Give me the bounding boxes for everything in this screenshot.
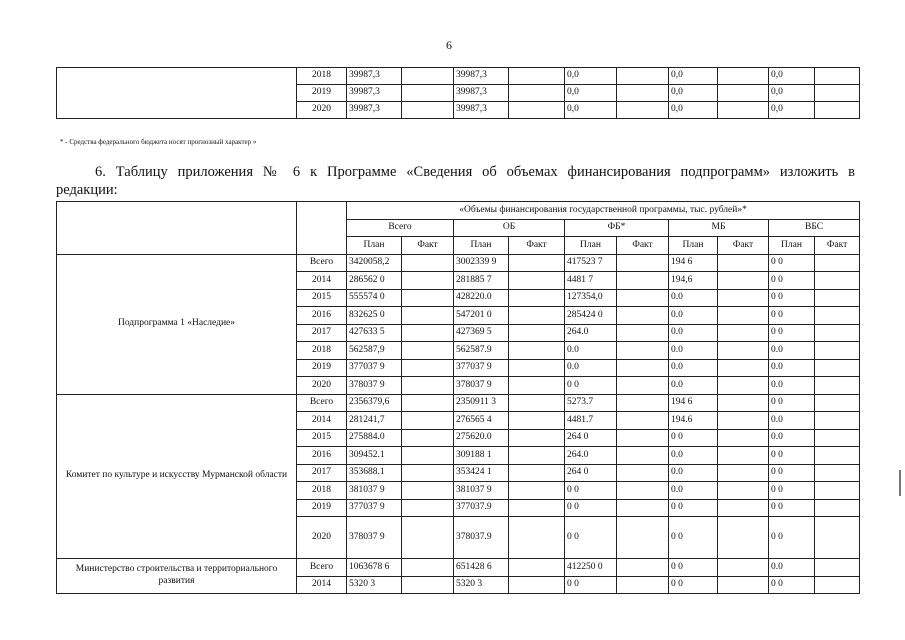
table-cell: [402, 447, 454, 465]
table-cell: [815, 429, 860, 447]
financing-table: [56, 201, 860, 594]
table-cell: 264 0: [565, 429, 617, 447]
table-cell: [509, 307, 565, 325]
table-cell: 39987,3: [454, 68, 509, 85]
table-cell: [402, 464, 454, 482]
table-cell: 0 0: [769, 254, 815, 272]
table-cell: 2018: [297, 482, 347, 500]
table-cell: 0,0: [565, 85, 617, 102]
table-cell: [509, 324, 565, 342]
table-cell: 5320 3: [454, 576, 509, 594]
table-cell: 2020: [297, 102, 347, 119]
instruction-heading-continued: редакции:: [56, 182, 118, 198]
table-cell: 264.0: [565, 447, 617, 465]
table-cell: 281885 7: [454, 272, 509, 290]
table-cell: [402, 68, 454, 85]
table-cell: 3002339 9: [454, 254, 509, 272]
table-cell: [815, 499, 860, 517]
table-cell: 2016: [297, 447, 347, 465]
table-cell: 377037 9: [454, 359, 509, 377]
table-cell: [402, 559, 454, 577]
table-cell: 1063678 6: [347, 559, 402, 577]
table-cell: [718, 254, 769, 272]
table-cell: [402, 499, 454, 517]
table-cell: 39987,3: [454, 85, 509, 102]
table-cell: [509, 377, 565, 395]
table-cell: 417523 7: [565, 254, 617, 272]
section-name: Комитет по культуре и искусству Мурманской области: [57, 394, 297, 559]
table-cell: 264 0: [565, 464, 617, 482]
table-cell: 0.0: [769, 412, 815, 430]
table-cell: [815, 307, 860, 325]
table-cell: Всего: [297, 559, 347, 577]
table-cell: [815, 447, 860, 465]
row-blank-name: [57, 68, 297, 119]
table-cell: 0.0: [769, 342, 815, 360]
table-cell: 377037.9: [454, 499, 509, 517]
table-cell: 2014: [297, 272, 347, 290]
table-cell: [509, 342, 565, 360]
table-cell: 0 0: [669, 559, 718, 577]
subheader-cell: План: [565, 237, 617, 255]
group-header: ВБС: [769, 219, 860, 237]
table-cell: [617, 429, 669, 447]
table-row: [57, 68, 860, 85]
table-cell: 0.0: [669, 289, 718, 307]
table-cell: 0.0: [565, 359, 617, 377]
table-cell: 5320 3: [347, 576, 402, 594]
table-cell: 194.6: [669, 412, 718, 430]
table-cell: 2020: [297, 517, 347, 559]
table-cell: Всего: [297, 394, 347, 412]
table-cell: 39987,3: [347, 102, 402, 119]
table-cell: [509, 272, 565, 290]
table-cell: [815, 254, 860, 272]
table-cell: 39987,3: [454, 102, 509, 119]
table-cell: [402, 102, 454, 119]
table-cell: 264.0: [565, 324, 617, 342]
table-cell: [617, 307, 669, 325]
table-cell: [402, 254, 454, 272]
table-cell: [718, 464, 769, 482]
table-cell: [509, 254, 565, 272]
table-cell: 2017: [297, 464, 347, 482]
table-cell: 2018: [297, 342, 347, 360]
table-cell: [509, 68, 565, 85]
table-cell: 285424 0: [565, 307, 617, 325]
group-header: ОБ: [454, 219, 565, 237]
table-cell: [509, 576, 565, 594]
table-cell: [509, 499, 565, 517]
table-cell: 378037.9: [454, 517, 509, 559]
table-cell: [402, 517, 454, 559]
table-cell: [402, 482, 454, 500]
scan-margin-mark: [899, 470, 901, 496]
table-cell: [617, 559, 669, 577]
table-cell: 2019: [297, 359, 347, 377]
table-cell: 0.0: [669, 359, 718, 377]
table-cell: [402, 85, 454, 102]
table-cell: 0.0: [669, 482, 718, 500]
subheader-cell: Факт: [718, 237, 769, 255]
table-cell: 286562 0: [347, 272, 402, 290]
table-cell: 0.0: [769, 559, 815, 577]
table-cell: [509, 85, 565, 102]
table-cell: 0,0: [565, 102, 617, 119]
table-cell: 0.0: [669, 447, 718, 465]
table-cell: 0,0: [669, 85, 718, 102]
table-cell: [815, 68, 860, 85]
subheader-cell: Факт: [617, 237, 669, 255]
table-cell: [509, 559, 565, 577]
table-cell: [402, 289, 454, 307]
table-cell: [509, 359, 565, 377]
table-cell: [617, 289, 669, 307]
table-cell: Всего: [297, 254, 347, 272]
table-cell: [815, 289, 860, 307]
table-cell: [718, 272, 769, 290]
table-cell: 378037 9: [347, 377, 402, 395]
table-cell: 562587,9: [347, 342, 402, 360]
table-cell: [617, 464, 669, 482]
table-cell: 428220.0: [454, 289, 509, 307]
table-cell: 39987,3: [347, 85, 402, 102]
table-cell: [617, 576, 669, 594]
table-cell: 381037 9: [347, 482, 402, 500]
table-cell: [509, 447, 565, 465]
table-cell: [718, 85, 769, 102]
table-cell: 2017: [297, 324, 347, 342]
table-cell: 275620.0: [454, 429, 509, 447]
table-cell: [402, 576, 454, 594]
table-cell: 378037 9: [454, 377, 509, 395]
table-cell: [718, 289, 769, 307]
table-cell: [815, 85, 860, 102]
table-cell: [402, 324, 454, 342]
subheader-cell: План: [669, 237, 718, 255]
table-cell: 0 0: [669, 576, 718, 594]
table-cell: 309452.1: [347, 447, 402, 465]
table-cell: [402, 359, 454, 377]
table-cell: [402, 342, 454, 360]
table-cell: [718, 102, 769, 119]
table-cell: 2018: [297, 68, 347, 85]
table-cell: [815, 412, 860, 430]
table-cell: [718, 394, 769, 412]
table-cell: [718, 559, 769, 577]
table-cell: 0 0: [769, 517, 815, 559]
table-cell: [617, 254, 669, 272]
table-cell: [718, 412, 769, 430]
table-cell: 0 0: [565, 499, 617, 517]
table-cell: 0 0: [769, 394, 815, 412]
table-cell: [617, 85, 669, 102]
table-cell: [718, 68, 769, 85]
table-cell: [617, 394, 669, 412]
table-cell: 562587.9: [454, 342, 509, 360]
table-cell: 0 0: [769, 464, 815, 482]
footnote: * - Средства федерального бюджета носят прогнозный характер »: [60, 138, 257, 146]
header-blank-year: [297, 202, 347, 255]
table-cell: 555574 0: [347, 289, 402, 307]
table-cell: [815, 394, 860, 412]
table-cell: 5273.7: [565, 394, 617, 412]
table-cell: [718, 447, 769, 465]
table-cell: [718, 324, 769, 342]
table-cell: 0 0: [565, 377, 617, 395]
header-blank-name: [57, 202, 297, 255]
table-cell: [402, 377, 454, 395]
table-cell: [402, 429, 454, 447]
table-cell: [509, 429, 565, 447]
table-cell: [718, 429, 769, 447]
table-cell: [718, 359, 769, 377]
table-cell: [617, 412, 669, 430]
table-cell: 2019: [297, 85, 347, 102]
table-cell: 427369 5: [454, 324, 509, 342]
table-cell: 4481 7: [565, 272, 617, 290]
table-cell: 381037 9: [454, 482, 509, 500]
table-cell: 0.0: [669, 464, 718, 482]
table-cell: [815, 377, 860, 395]
table-cell: 194 6: [669, 254, 718, 272]
table-cell: [509, 289, 565, 307]
table-cell: 0 0: [669, 499, 718, 517]
table-cell: 2350911 3: [454, 394, 509, 412]
table-cell: [815, 272, 860, 290]
table-cell: [402, 272, 454, 290]
table-cell: [617, 377, 669, 395]
table-title: «Объемы финансирования государственной программы, тыс. рублей»*: [347, 202, 860, 220]
table-cell: [815, 359, 860, 377]
group-header: Всего: [347, 219, 454, 237]
table-cell: 0 0: [769, 289, 815, 307]
table-cell: 0.0: [669, 342, 718, 360]
table-cell: 194 6: [669, 394, 718, 412]
table-cell: 0 0: [769, 272, 815, 290]
table-cell: 427633 5: [347, 324, 402, 342]
table-cell: [718, 482, 769, 500]
table-cell: [617, 517, 669, 559]
table-cell: 2016: [297, 307, 347, 325]
table-cell: [509, 517, 565, 559]
table-cell: 3420058,2: [347, 254, 402, 272]
table-cell: 0 0: [565, 482, 617, 500]
table-cell: 0,0: [669, 102, 718, 119]
section-name: Министерство строительства и территориального развития: [57, 559, 297, 594]
table-cell: 275884.0: [347, 429, 402, 447]
table-cell: 0 0: [769, 307, 815, 325]
table-cell: 0.0: [669, 307, 718, 325]
table-cell: [617, 499, 669, 517]
table-cell: 0,0: [769, 102, 815, 119]
table-cell: [509, 464, 565, 482]
table-cell: 377037 9: [347, 499, 402, 517]
subheader-cell: План: [454, 237, 509, 255]
table-cell: [617, 447, 669, 465]
table-cell: 2356379,6: [347, 394, 402, 412]
table-cell: 0,0: [565, 68, 617, 85]
table-cell: 353688.1: [347, 464, 402, 482]
table-cell: [815, 102, 860, 119]
group-header: ФБ*: [565, 219, 669, 237]
subheader-cell: Факт: [402, 237, 454, 255]
table-cell: 0,0: [769, 68, 815, 85]
page-number: 6: [446, 38, 452, 52]
table-cell: [509, 482, 565, 500]
table-cell: 0.0: [565, 342, 617, 360]
table-cell: [617, 324, 669, 342]
table-cell: [815, 559, 860, 577]
table-cell: [617, 342, 669, 360]
table-cell: [509, 394, 565, 412]
table-cell: [815, 324, 860, 342]
table-cell: 2015: [297, 289, 347, 307]
table-cell: [617, 68, 669, 85]
table-cell: 0 0: [769, 576, 815, 594]
table-cell: 412250 0: [565, 559, 617, 577]
table-cell: [815, 482, 860, 500]
table-cell: 0.0: [669, 324, 718, 342]
table-cell: [718, 517, 769, 559]
table-cell: 2014: [297, 576, 347, 594]
table-cell: [617, 102, 669, 119]
table-cell: [815, 517, 860, 559]
table-cell: 4481.7: [565, 412, 617, 430]
table-cell: 2015: [297, 429, 347, 447]
table-cell: 0 0: [769, 499, 815, 517]
table-cell: [815, 464, 860, 482]
table-cell: 276565 4: [454, 412, 509, 430]
table-cell: 127354,0: [565, 289, 617, 307]
table-cell: 651428 6: [454, 559, 509, 577]
table-cell: 0,0: [669, 68, 718, 85]
table-row: [57, 559, 860, 577]
continued-table: [56, 67, 860, 119]
table-cell: 0.0: [769, 429, 815, 447]
table-cell: [402, 394, 454, 412]
subheader-cell: План: [347, 237, 402, 255]
table-cell: 0.0: [669, 377, 718, 395]
table-cell: [617, 359, 669, 377]
table-cell: 39987,3: [347, 68, 402, 85]
table-cell: 0 0: [565, 576, 617, 594]
table-cell: 0 0: [769, 447, 815, 465]
table-cell: 0 0: [669, 429, 718, 447]
table-cell: [509, 412, 565, 430]
table-cell: 378037 9: [347, 517, 402, 559]
table-cell: 2019: [297, 499, 347, 517]
table-cell: 2020: [297, 377, 347, 395]
table-cell: 281241,7: [347, 412, 402, 430]
table-cell: [402, 307, 454, 325]
table-cell: 353424 1: [454, 464, 509, 482]
table-cell: 194,6: [669, 272, 718, 290]
table-cell: [718, 377, 769, 395]
table-cell: 0 0: [669, 517, 718, 559]
table-cell: [815, 576, 860, 594]
table-cell: 547201 0: [454, 307, 509, 325]
group-header: МБ: [669, 219, 769, 237]
table-cell: 0 0: [769, 324, 815, 342]
subheader-cell: Факт: [815, 237, 860, 255]
subheader-cell: Факт: [509, 237, 565, 255]
table-row: [57, 254, 860, 272]
instruction-heading: 6. Таблицу приложения № 6 к Программе «Сведения об объемах финансирования подпрограмм» изложить в: [95, 164, 855, 180]
table-cell: [718, 342, 769, 360]
table-cell: [402, 412, 454, 430]
table-cell: 0.0: [769, 377, 815, 395]
table-cell: 2014: [297, 412, 347, 430]
table-cell: 832625 0: [347, 307, 402, 325]
table-cell: [718, 576, 769, 594]
table-cell: [617, 272, 669, 290]
table-cell: [718, 307, 769, 325]
table-cell: [509, 102, 565, 119]
table-cell: [718, 499, 769, 517]
subheader-cell: План: [769, 237, 815, 255]
section-name: Подпрограмма 1 «Наследие»: [57, 254, 297, 394]
table-row: [57, 394, 860, 412]
table-cell: 0.0: [769, 359, 815, 377]
table-cell: 377037 9: [347, 359, 402, 377]
table-cell: 0 0: [565, 517, 617, 559]
table-cell: 0,0: [769, 85, 815, 102]
table-cell: [617, 482, 669, 500]
table-cell: 309188 1: [454, 447, 509, 465]
table-cell: 0 0: [769, 482, 815, 500]
table-cell: [815, 342, 860, 360]
